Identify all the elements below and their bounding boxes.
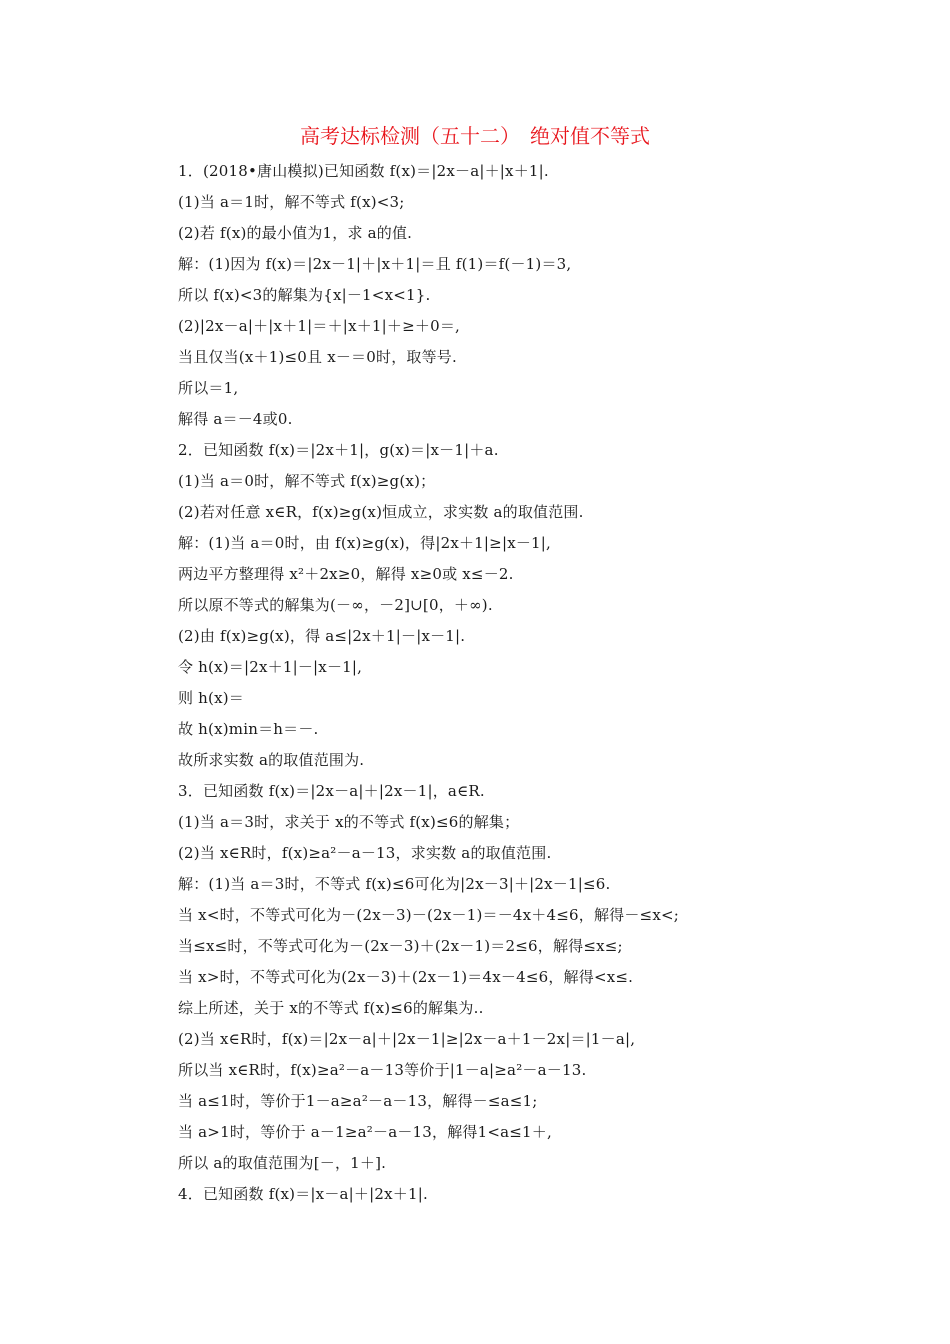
text-line: 2．已知函数 f(x)＝|2x＋1|，g(x)＝|x－1|＋a. <box>178 441 499 459</box>
text-line: 解：(1)当 a＝3时，不等式 f(x)≤6可化为|2x－3|＋|2x－1|≤6. <box>178 875 611 893</box>
text-line: (1)当 a＝1时，解不等式 f(x)<3; <box>178 193 405 211</box>
text-line: 4．已知函数 f(x)＝|x－a|＋|2x＋1|. <box>178 1185 428 1203</box>
text-line: 两边平方整理得 x²＋2x≥0，解得 x≥0或 x≤－2. <box>178 565 514 583</box>
document-body <box>178 156 898 1210</box>
text-line: 综上所述，关于 x的不等式 f(x)≤6的解集为.. <box>178 999 484 1017</box>
text-line: 所以原不等式的解集为(－∞，－2]∪[0，＋∞). <box>178 596 493 614</box>
text-line: 解：(1)当 a＝0时，由 f(x)≥g(x)，得|2x＋1|≥|x－1|, <box>178 534 552 552</box>
text-line: 故所求实数 a的取值范围为. <box>178 751 365 769</box>
text-line: (2)若 f(x)的最小值为1，求 a的值. <box>178 224 413 242</box>
text-line: 则 h(x)＝ <box>178 689 244 707</box>
text-line: 解得 a＝－4或0. <box>178 410 293 428</box>
text-line: 3．已知函数 f(x)＝|2x－a|＋|2x－1|，a∈R. <box>178 782 485 800</box>
text-line: 当 x<时，不等式可化为－(2x－3)－(2x－1)＝－4x＋4≤6，解得－≤x<; <box>178 906 680 924</box>
text-line: (2)当 x∈R时，f(x)≥a²－a－13，求实数 a的取值范围. <box>178 844 552 862</box>
text-line: 当 a>1时，等价于 a－1≥a²－a－13，解得1<a≤1＋, <box>178 1123 552 1141</box>
text-line: (2)当 x∈R时，f(x)＝|2x－a|＋|2x－1|≥|2x－a＋1－2x|＝|1－a|, <box>178 1030 636 1048</box>
text-line: 所以＝1, <box>178 379 239 397</box>
text-line: (2)由 f(x)≥g(x)，得 a≤|2x＋1|－|x－1|. <box>178 627 466 645</box>
text-line: (2)若对任意 x∈R，f(x)≥g(x)恒成立，求实数 a的取值范围. <box>178 503 584 521</box>
text-line: 当≤x≤时，不等式可化为－(2x－3)＋(2x－1)＝2≤6，解得≤x≤; <box>178 937 623 955</box>
text-line: 所以 a的取值范围为[－，1＋]. <box>178 1154 387 1172</box>
text-line: 故 h(x)min＝h＝－. <box>178 720 319 738</box>
text-line: 当 x>时，不等式可化为(2x－3)＋(2x－1)＝4x－4≤6，解得<x≤. <box>178 968 634 986</box>
document-title: 高考达标检测（五十二） 绝对值不等式 <box>300 124 650 148</box>
text-line: 解：(1)因为 f(x)＝|2x－1|＋|x＋1|＝且 f(1)＝f(－1)＝3, <box>178 255 572 273</box>
text-line: (1)当 a＝3时，求关于 x的不等式 f(x)≤6的解集； <box>178 813 520 831</box>
text-line: 当 a≤1时，等价于1－a≥a²－a－13，解得－≤a≤1; <box>178 1092 538 1110</box>
text-line: 所以当 x∈R时，f(x)≥a²－a－13等价于|1－a|≥a²－a－13. <box>178 1061 587 1079</box>
text-line: 所以 f(x)<3的解集为{x|－1<x<1}. <box>178 286 431 304</box>
text-line: (2)|2x－a|＋|x＋1|＝＋|x＋1|＋≥＋0＝, <box>178 317 461 335</box>
text-line: 令 h(x)＝|2x＋1|－|x－1|, <box>178 658 363 676</box>
text-line: 1．(2018•唐山模拟)已知函数 f(x)＝|2x－a|＋|x＋1|. <box>178 162 549 180</box>
text-line: (1)当 a＝0时，解不等式 f(x)≥g(x)； <box>178 472 436 490</box>
text-line: 当且仅当(x＋1)≤0且 x－＝0时，取等号. <box>178 348 457 366</box>
